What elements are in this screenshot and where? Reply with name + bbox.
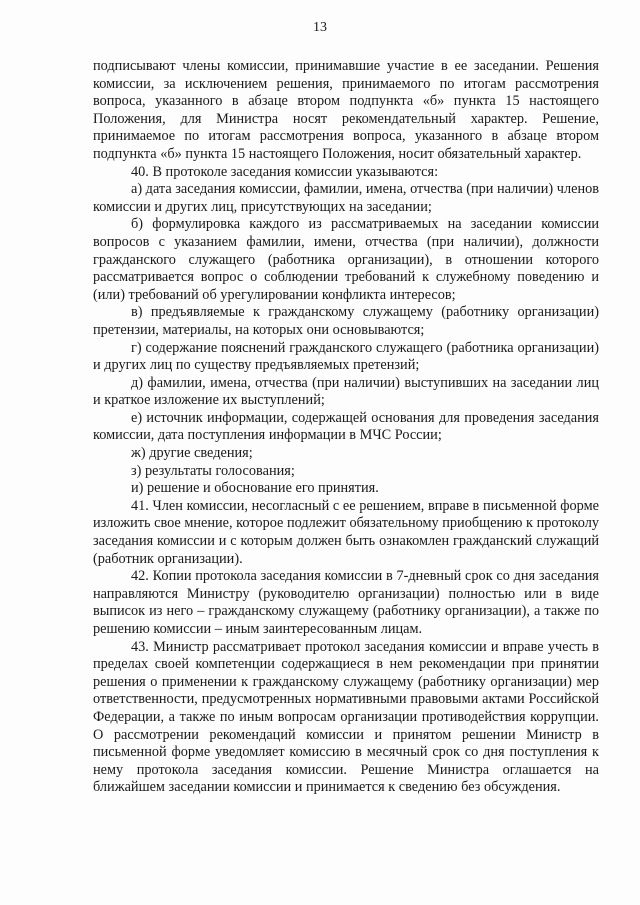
paragraph-40: 40. В протоколе заседания комиссии указываются: [131, 163, 439, 180]
paragraph-40-g: г) содержание пояснений гражданского служащего (работника организации) и других лиц по существу предъявляемых претензий; [93, 339, 599, 374]
page-number: 13 [313, 20, 327, 35]
paragraph-40-v: в) предъявляемые к гражданскому служащему (работнику организации) претензии, материалы, на которых они основываются; [93, 304, 599, 338]
paragraph-42: 42. Копии протокола заседания комиссии в 7-дневный срок со дня заседания направляются Министру (руководителю организации) полностью или в виде выписок из него – гражданскому служащему (работнику организации), а также по решению комиссии – иным заинтересованным лицам. [93, 568, 599, 637]
paragraph-40-i: и) решение и обоснование его принятия. [131, 480, 379, 497]
paragraph-40-z: з) результаты голосования; [131, 462, 295, 479]
document-body [93, 58, 599, 797]
paragraph-41: 41. Член комиссии, несогласный с ее решением, вправе в письменной форме изложить свое мнение, которое подлежит обязательному приобщению к протоколу заседания комиссии и с которым должен быть ознакомлен гражданский служащий (работник организации). [93, 497, 599, 567]
paragraph-40-zh: ж) другие сведения; [131, 445, 253, 462]
paragraph-continuation: подписывают члены комиссии, принимавшие участие в ее заседании. Решения комиссии, за исключением решения, принимаемого по итогам рассмотрения вопроса, указанного в абзаце втором подпункта «б» пункта 15 настоящего Положения, для Министра носят рекомендательный характер. Решение, принимаемое по итогам рассмотрения вопроса, указанного в абзаце втором подпункта «б» пункта 15 настоящего Положения, носит обязательный характер. [93, 58, 599, 162]
paragraph-40-a: а) дата заседания комиссии, фамилии, имена, отчества (при наличии) членов комиссии и других лиц, присутствующих на заседании; [93, 181, 599, 215]
paragraph-40-b: б) формулировка каждого из рассматриваемых на заседании комиссии вопросов с указанием фамилии, имени, отчества (при наличии), должности гражданского служащего (работника организации), в отношении которого рассматривается вопрос о соблюдении требований к служебному поведению и (или) требований об урегулировании конфликта интересов; [93, 216, 599, 303]
paragraph-40-e: е) источник информации, содержащей основания для проведения заседания комиссии, дата поступления информации в МЧС России; [93, 409, 599, 444]
paragraph-40-d: д) фамилии, имена, отчества (при наличии) выступивших на заседании лиц и краткое изложение их выступлений; [93, 374, 599, 409]
paragraph-43: 43. Министр рассматривает протокол заседания комиссии и вправе учесть в пределах своей компетенции содержащиеся в нем рекомендации при принятии решения о применении к гражданскому служащему (работнику организации) мер ответственности, предусмотренных нормативными правовыми актами Российской Федерации, а также по иным вопросам организации противодействия коррупции. О рассмотрении рекомендаций комиссии и принятом решении Министр в письменной форме уведомляет комиссию в месячный срок со дня поступления к нему протокола заседания комиссии. Решение Министра оглашается на ближайшем заседании комиссии и принимается к сведению без обсуждения. [93, 638, 599, 796]
